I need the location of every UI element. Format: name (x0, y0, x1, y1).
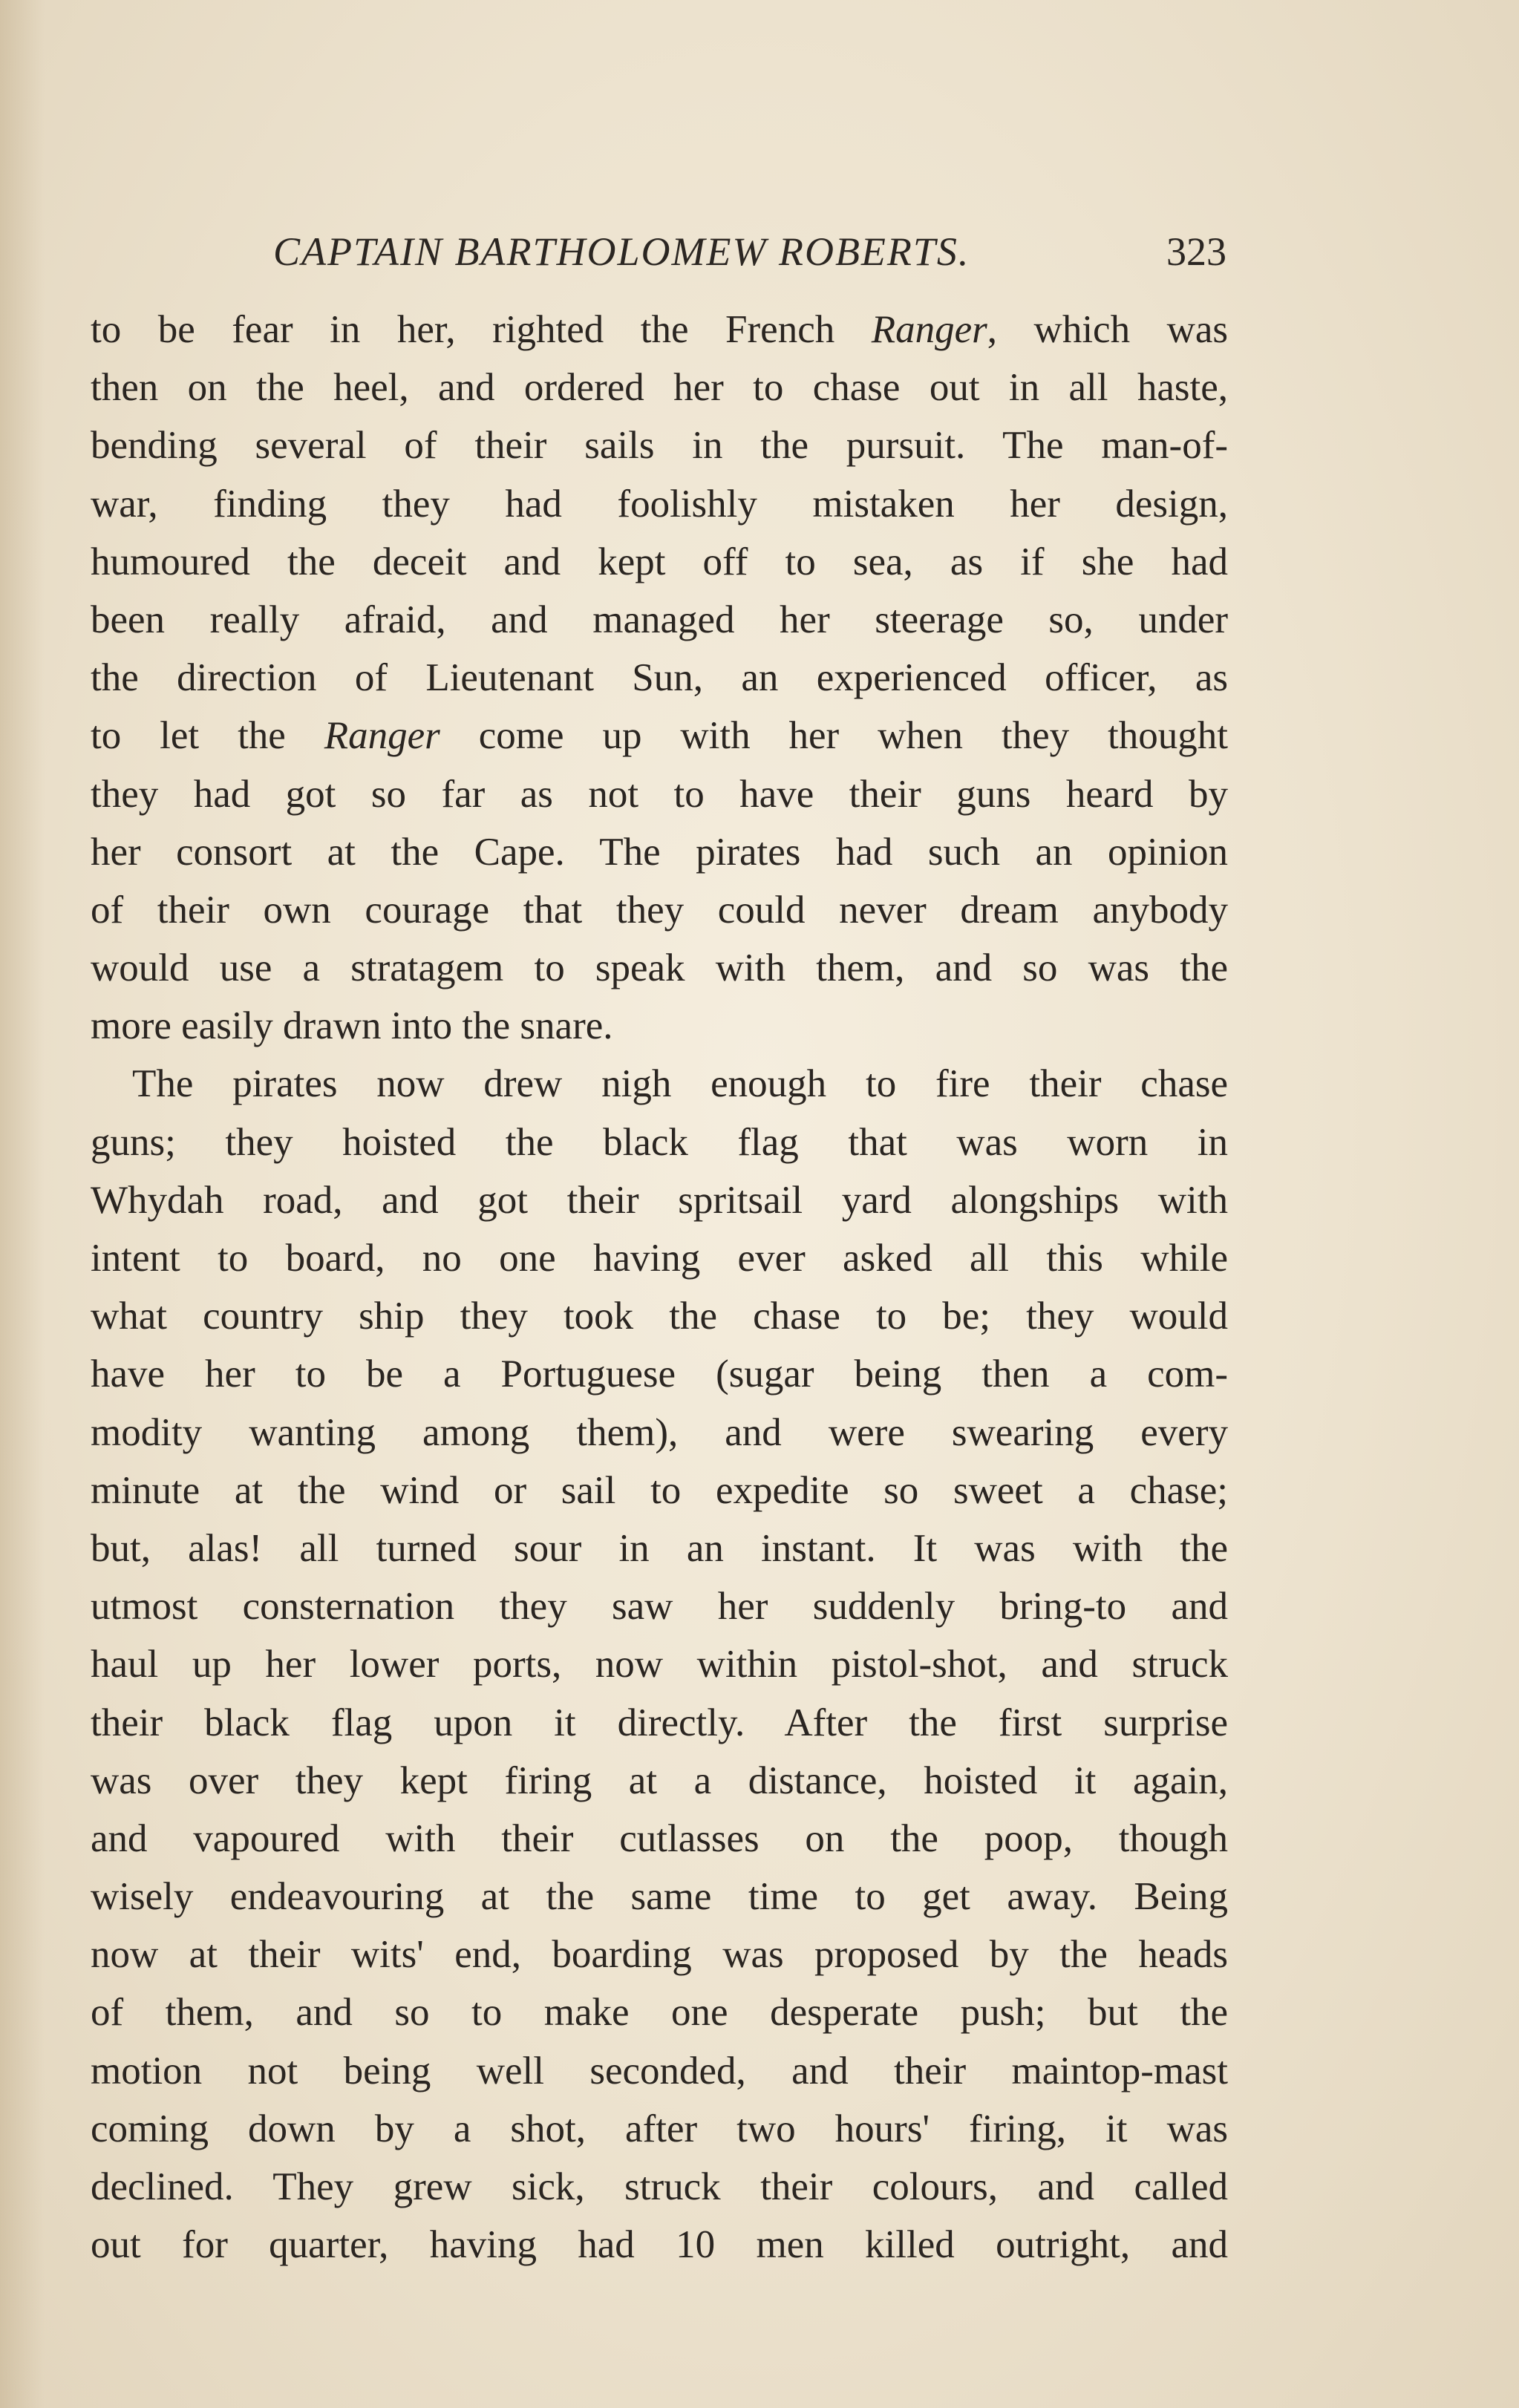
text-line: to let the Ranger come up with her when they thought (91, 714, 1229, 758)
page-header (273, 229, 1226, 281)
text-line: war, finding they had foolishly mistaken her design, (91, 482, 1228, 526)
text-line: then on the heel, and ordered her to chase out in all haste, (91, 366, 1228, 410)
text-line: humoured the deceit and kept off to sea, as if she had (91, 540, 1228, 583)
running-title: CAPTAIN BARTHOLOMEW ROBERTS. (273, 229, 970, 274)
text-line: been really afraid, and managed her steerage so, under (91, 598, 1228, 641)
text-line: modity wanting among them), and were swearing every (91, 1410, 1228, 1454)
ship-name: Ranger (324, 714, 440, 758)
text-line: minute at the wind or sail to expedite so sweet a chase; (91, 1468, 1228, 1512)
paragraph-2 (91, 1055, 1228, 2274)
text-line: to be fear in her, righted the French Ranger, which was (91, 308, 1228, 351)
text-line: more easily drawn into the snare. (91, 1004, 613, 1048)
text-line: intent to board, no one having ever asked all this while (91, 1237, 1228, 1280)
text-line: and vapoured with their cutlasses on the poop, though (91, 1816, 1228, 1860)
text-line: of them, and so to make one desperate push; but the (91, 1991, 1228, 2035)
text-line: of their own courage that they could never dream anybody (91, 888, 1228, 932)
text-line: what country ship they took the chase to be; they would (91, 1295, 1228, 1338)
ship-name: Ranger (871, 308, 987, 351)
text-line: utmost consternation they saw her suddenly bring-to and (91, 1585, 1228, 1629)
text-line: declined. They grew sick, struck their colours, and called (91, 2165, 1228, 2208)
text-line: motion not being well seconded, and their maintop-mast (91, 2049, 1228, 2093)
text-line: would use a stratagem to speak with them, and so was the (91, 946, 1228, 990)
text-line: coming down by a shot, after two hours' firing, it was (91, 2107, 1228, 2150)
text-line: have her to be a Portuguese (sugar being then a com- (91, 1352, 1228, 1396)
text-line: Whydah road, and got their spritsail yard alongships with (91, 1178, 1228, 1222)
text-line: the direction of Lieutenant Sun, an experienced officer, as (91, 656, 1228, 700)
text-line: haul up her lower ports, now within pistol-shot, and struck (91, 1643, 1228, 1686)
text-line: The pirates now drew nigh enough to fire their chase (132, 1062, 1228, 1106)
text-line: was over they kept firing at a distance, hoisted it again, (91, 1758, 1228, 1802)
text-line: wisely endeavouring at the same time to get away. Being (91, 1875, 1228, 1919)
text-line: but, alas! all turned sour in an instant. It was with the (91, 1526, 1228, 1570)
text-line: their black flag upon it directly. After the first surprise (91, 1701, 1228, 1744)
text-line: they had got so far as not to have their guns heard by (91, 772, 1228, 816)
paragraph-1 (91, 301, 1228, 1055)
text-line: her consort at the Cape. The pirates had such an opinion (91, 830, 1228, 874)
text-line: bending several of their sails in the pursuit. The man-of- (91, 424, 1228, 468)
page-number: 323 (1166, 229, 1226, 274)
text-line: guns; they hoisted the black flag that was worn in (91, 1120, 1228, 1164)
body-text (91, 301, 1228, 2274)
text-line: now at their wits' end, boarding was proposed by the heads (91, 1933, 1228, 1977)
text-line: out for quarter, having had 10 men killed outright, and (91, 2223, 1228, 2267)
